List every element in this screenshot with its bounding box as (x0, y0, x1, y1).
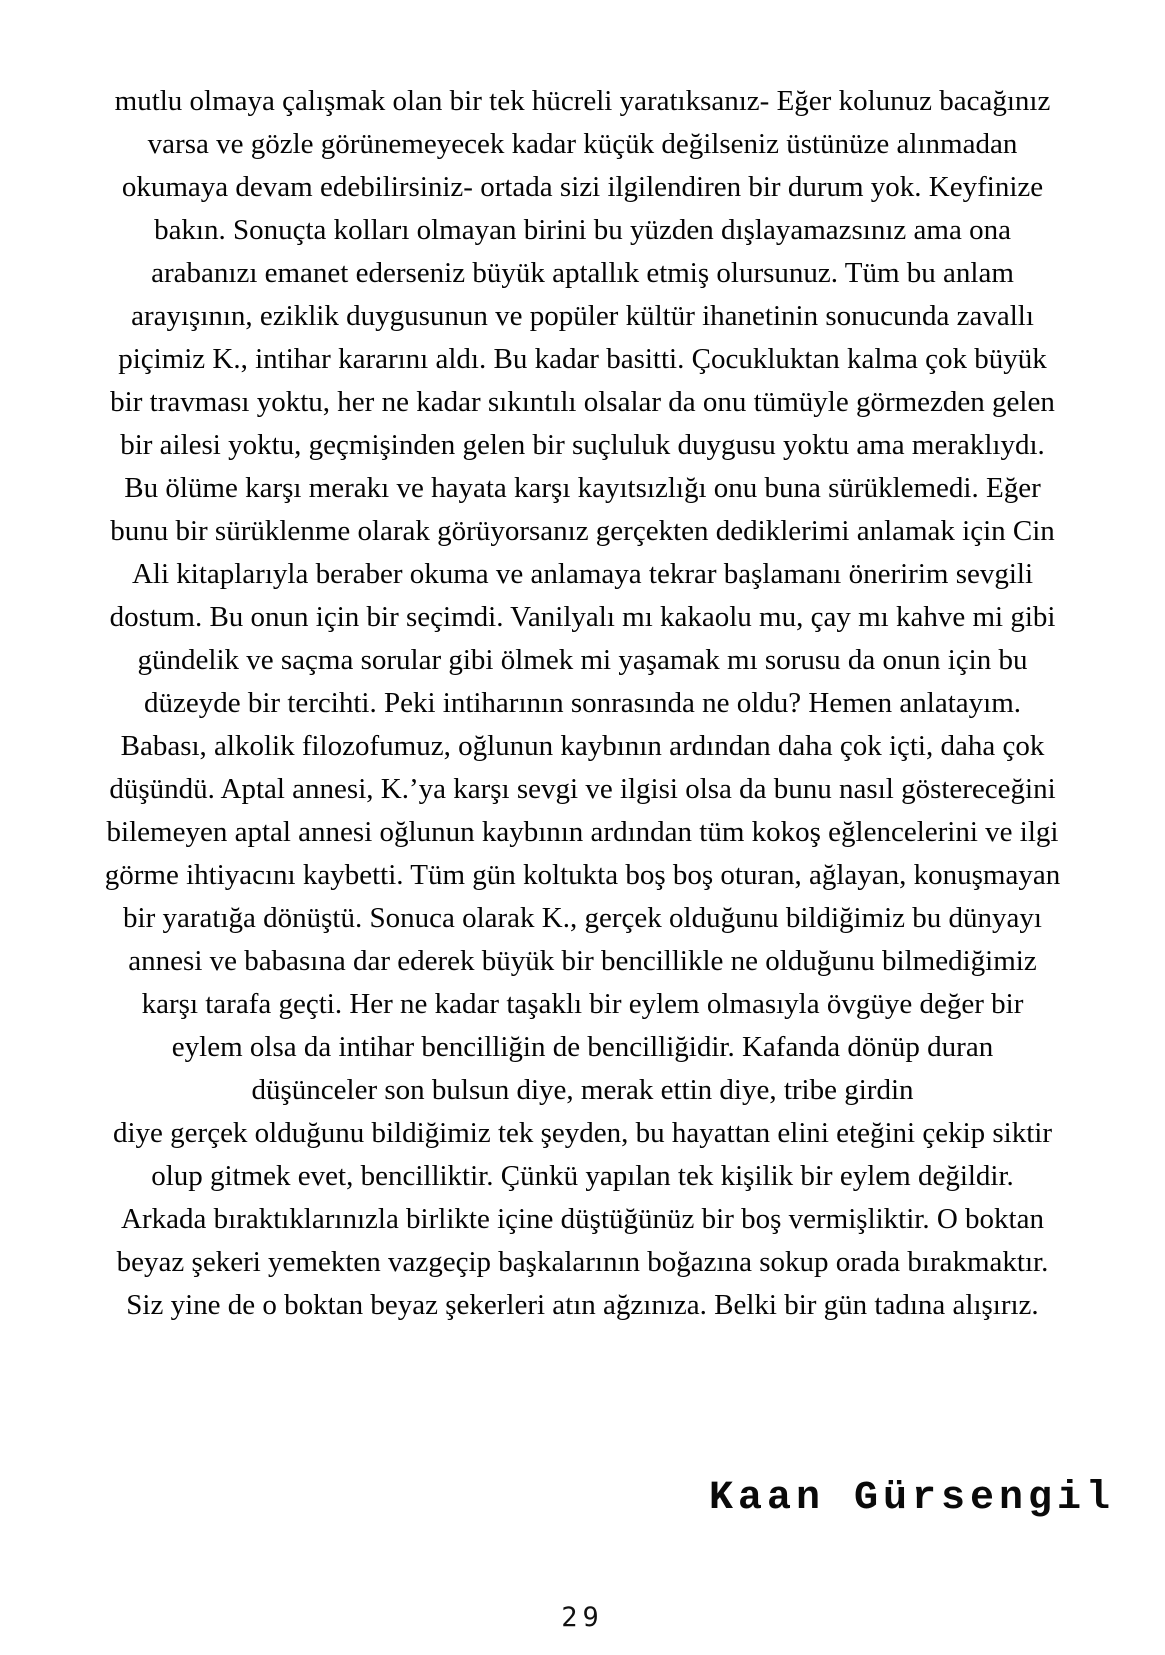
text-line: görme ihtiyacını kaybetti. Tüm gün koltukta boş boş oturan, ağlayan, konuşmayan (104, 859, 1061, 891)
text-line: dostum. Bu onun için bir seçimdi. Vanilyalı mı kakaolu mu, çay mı kahve mi gibi (109, 601, 1056, 633)
text-line: bunu bir sürüklenme olarak görüyorsanız gerçekten dediklerimi anlamak için Cin (110, 515, 1055, 547)
text-line: düşündü. Aptal annesi, K.’ya karşı sevgi ve ilgisi olsa da bunu nasıl göstereceğini (109, 773, 1056, 805)
text-line: Arkada bıraktıklarınızla birlikte içine düştüğünüz bir boş vermişliktir. O boktan (121, 1203, 1044, 1235)
text-line: bir travması yoktu, her ne kadar sıkıntılı olsalar da onu tümüyle görmezden gelen (110, 386, 1055, 418)
text-line: gündelik ve saçma sorular gibi ölmek mi yaşamak mı sorusu da onun için bu (137, 644, 1028, 676)
text-line: bir yaratığa dönüştü. Sonuca olarak K., gerçek olduğunu bildiğimiz bu dünyayı (123, 902, 1042, 934)
text-line: düzeyde bir tercihti. Peki intiharının sonrasında ne oldu? Hemen anlatayım. (144, 687, 1021, 719)
text-line: eylem olsa da intihar bencilliğin de bencilliğidir. Kafanda dönüp duran (171, 1031, 994, 1063)
text-line: karşı tarafa geçti. Her ne kadar taşaklı bir eylem olmasıyla övgüye değer bir (141, 988, 1024, 1020)
text-line: varsa ve gözle görünemeyecek kadar küçük değilseniz üstünüze alınmadan (147, 128, 1018, 160)
page-number: 29 (561, 1602, 604, 1633)
text-line: Bu ölüme karşı merakı ve hayata karşı kayıtsızlığı onu buna sürüklemedi. Eğer (124, 472, 1041, 504)
text-line: Ali kitaplarıyla beraber okuma ve anlamaya tekrar başlamanı öneririm sevgili (131, 558, 1034, 590)
author-signature: Kaan Gürsengil (708, 1476, 1115, 1521)
text-line: annesi ve babasına dar ederek büyük bir bencillikle ne olduğunu bilmediğimiz (128, 945, 1037, 977)
text-line: beyaz şekeri yemekten vazgeçip başkalarının boğazına sokup orada bırakmaktır. (116, 1246, 1049, 1278)
text-line: bilemeyen aptal annesi oğlunun kaybının ardından tüm kokoş eğlencelerini ve ilgi (106, 816, 1059, 848)
text-line: diye gerçek olduğunu bildiğimiz tek şeyden, bu hayattan elini eteğini çekip siktir (112, 1117, 1053, 1149)
text-line: okumaya devam edebilirsiniz- ortada sizi ilgilendiren bir durum yok. Keyfinize (121, 171, 1044, 203)
text-line: düşünceler son bulsun diye, merak ettin diye, tribe girdin (251, 1074, 914, 1106)
text-line: olup gitmek evet, bencilliktir. Çünkü yapılan tek kişilik bir eylem değildir. (151, 1160, 1014, 1192)
text-line: arabanızı emanet ederseniz büyük aptallık etmiş olursunuz. Tüm bu anlam (151, 257, 1014, 289)
text-line: arayışının, eziklik duygusunun ve popüler kültür ihanetinin sonucunda zavallı (131, 300, 1034, 332)
text-line: bir ailesi yoktu, geçmişinden gelen bir suçluluk duygusu yoktu ama meraklıydı. (120, 429, 1045, 461)
text-line: piçimiz K., intihar kararını aldı. Bu kadar basitti. Çocukluktan kalma çok büyük (118, 343, 1047, 375)
body-text (38, 80, 1127, 1327)
text-line: mutlu olmaya çalışmak olan bir tek hücreli yaratıksanız- Eğer kolunuz bacağınız (114, 85, 1051, 117)
text-line: Siz yine de o boktan beyaz şekerleri atın ağzınıza. Belki bir gün tadına alışırız. (126, 1289, 1039, 1321)
text-line: bakın. Sonuçta kolları olmayan birini bu yüzden dışlayamazsınız ama ona (154, 214, 1011, 246)
text-line: Babası, alkolik filozofumuz, oğlunun kaybının ardından daha çok içti, daha çok (120, 730, 1045, 762)
